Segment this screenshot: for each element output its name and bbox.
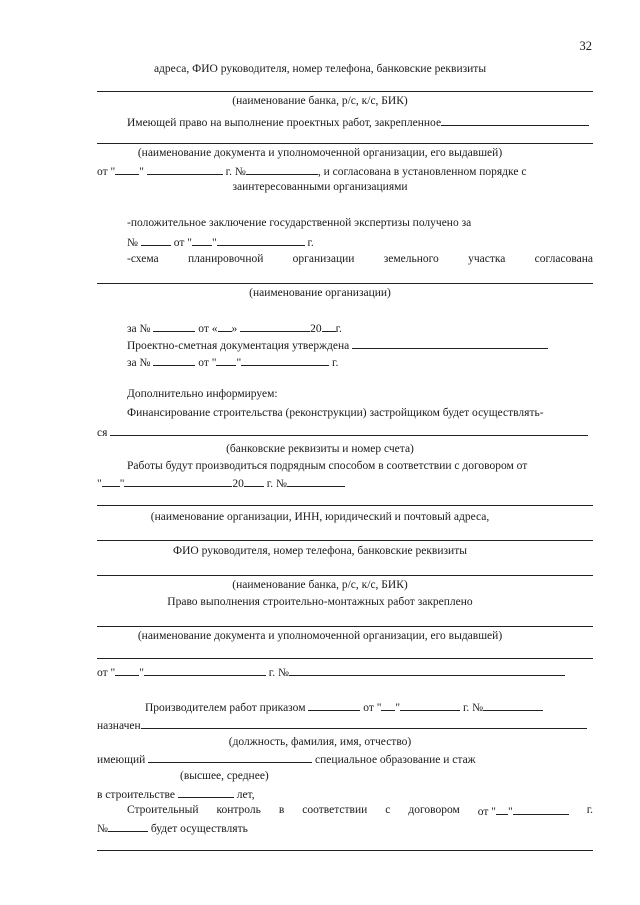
- from-label: от ": [97, 166, 116, 178]
- education-text: специальное образование и стаж: [315, 754, 476, 766]
- control-word: соответствии: [302, 804, 368, 816]
- day-field: [218, 322, 232, 332]
- day-field: [115, 666, 139, 676]
- bank-caption-2: (наименование банка, р/с, к/с, БИК): [232, 579, 408, 591]
- month-field: [240, 322, 310, 332]
- in-construction-label: в строительстве: [97, 789, 175, 801]
- control-word: Строительный: [127, 804, 199, 816]
- year-prefix: 20: [310, 323, 322, 335]
- quote: ": [491, 806, 496, 818]
- number-field: [153, 322, 195, 332]
- number-field: [289, 666, 565, 676]
- appointed-label: назначен: [97, 720, 141, 732]
- year-number-label: г. №: [266, 478, 287, 490]
- day-field: [216, 356, 236, 366]
- appointed-line: [97, 719, 587, 733]
- blank-field: [141, 719, 587, 729]
- page-number: 32: [579, 39, 592, 53]
- experience-line: [97, 788, 255, 802]
- estimate-line: [127, 339, 548, 353]
- estimate-text: Проектно-сметная документация утверждена: [127, 340, 350, 352]
- quote: ": [139, 667, 144, 679]
- education-field: [148, 753, 312, 763]
- blank-field: [352, 339, 548, 349]
- expertise-number-line: [127, 236, 314, 250]
- control-date: [478, 805, 569, 819]
- number-field: [483, 701, 543, 711]
- quote: ": [395, 702, 401, 714]
- financing-cont: ся: [97, 427, 108, 439]
- za-number-label: за №: [127, 323, 151, 335]
- number-field: [287, 477, 345, 487]
- producer-line: [145, 701, 543, 715]
- month-field: [144, 666, 266, 676]
- scheme-word: земельного: [383, 253, 439, 265]
- control-word: в: [278, 804, 285, 816]
- blank-line: [97, 575, 593, 576]
- control-word: с: [385, 804, 391, 816]
- control-number-line: [97, 822, 248, 836]
- blank-line: [97, 505, 593, 506]
- quote: ": [211, 237, 217, 249]
- quote: ": [508, 806, 513, 818]
- quote: ": [119, 478, 125, 490]
- experience-field: [178, 788, 234, 798]
- from-label: от ": [97, 667, 116, 679]
- financing-cont-line: [97, 426, 588, 440]
- org-caption: (наименование организации): [249, 287, 391, 299]
- month-field: [400, 701, 460, 711]
- quote: ": [97, 478, 102, 490]
- doc-caption-2: (наименование документа и уполномоченной организации, его выдавшей): [137, 630, 503, 642]
- quote: ": [236, 357, 242, 369]
- from-label: от «: [198, 323, 218, 335]
- blank-field: [110, 426, 588, 436]
- quote: ": [139, 166, 144, 178]
- position-caption: (должность, фамилия, имя, отчество): [228, 736, 412, 748]
- scheme-word: согласована: [534, 253, 593, 265]
- year-number-label: г. №: [225, 166, 246, 178]
- expertise-text: -положительное заключение государственной экспертизы получено за: [127, 217, 472, 229]
- blank-line: [97, 143, 593, 144]
- year-prefix: 20: [232, 478, 244, 490]
- years-label: лет,: [236, 789, 255, 801]
- control-word: контроль: [216, 804, 261, 816]
- year-number-label: г. №: [268, 667, 289, 679]
- year-field: [322, 322, 336, 332]
- design-right-text: Имеющей право на выполнение проектных работ, закрепленное: [127, 117, 442, 129]
- education-caption: (высшее, среднее): [180, 770, 269, 782]
- control-end-text: будет осуществлять: [150, 823, 248, 835]
- day-field: [115, 165, 139, 175]
- za-number-label: за №: [127, 357, 151, 369]
- scheme-line: [127, 254, 593, 266]
- number-field: [108, 822, 148, 832]
- number-field: [153, 356, 195, 366]
- month-field: [513, 805, 569, 815]
- approval-number-line: [127, 322, 342, 336]
- blank-field: [441, 116, 589, 126]
- org-details-line: адреса, ФИО руководителя, номер телефона, банковские реквизиты: [153, 63, 487, 75]
- day-field: [381, 701, 395, 711]
- scheme-word: организации: [292, 253, 355, 265]
- construction-date-line: [97, 666, 565, 680]
- year-label: г.: [586, 804, 593, 816]
- year-number-label: г. №: [463, 702, 484, 714]
- producer-text: Производителем работ приказом: [145, 702, 306, 714]
- month-field: [217, 236, 305, 246]
- from-label: от ": [198, 357, 217, 369]
- number-label: №: [127, 237, 138, 249]
- bank-account-caption: (банковские реквизиты и номер счета): [226, 443, 414, 455]
- works-text: Работы будут производиться подрядным способом в соответствии с договором от: [127, 460, 528, 472]
- additional-info: Дополнительно информируем:: [127, 388, 278, 400]
- doc-caption: (наименование документа и уполномоченной организации, его выдавшей): [137, 147, 503, 159]
- number-field: [141, 236, 171, 246]
- scheme-word: планировочной: [187, 253, 264, 265]
- construction-right: Право выполнения строительно-монтажных работ закреплено: [167, 596, 473, 608]
- month-field: [124, 477, 232, 487]
- year-label: г.: [335, 323, 342, 335]
- from-label: от ": [363, 702, 382, 714]
- number-label: №: [97, 823, 108, 835]
- day-field: [192, 236, 212, 246]
- month-field: [147, 165, 223, 175]
- year-field: [244, 477, 264, 487]
- year-label: г.: [307, 237, 314, 249]
- financing-text: Финансирование строительства (реконструкции) застройщиком будет осуществлять-: [127, 407, 544, 419]
- day-field: [496, 805, 508, 815]
- control-word: договором: [408, 804, 460, 816]
- month-field: [241, 356, 329, 366]
- blank-line: [97, 626, 593, 627]
- having-line: [97, 753, 476, 767]
- doc-date-line: [97, 165, 526, 179]
- from-label: от ": [173, 237, 192, 249]
- scheme-word: участка: [468, 253, 506, 265]
- control-line: [127, 805, 593, 819]
- works-date-line: [97, 477, 345, 491]
- scheme-word: -схема: [127, 253, 159, 265]
- blank-line: [97, 850, 593, 851]
- estimate-number-line: [127, 356, 338, 370]
- blank-line: [97, 658, 593, 659]
- control-word: от: [477, 806, 489, 818]
- fio-caption: ФИО руководителя, номер телефона, банковские реквизиты: [173, 545, 467, 557]
- order-field: [308, 701, 360, 711]
- year-label: г.: [332, 357, 339, 369]
- having-label: имеющий: [97, 754, 146, 766]
- quote: »: [231, 323, 238, 335]
- day-field: [102, 477, 120, 487]
- blank-line: [97, 91, 593, 92]
- design-right-line: [127, 116, 589, 130]
- org-inn-caption: (наименование организации, ИНН, юридический и почтовый адреса,: [150, 511, 490, 523]
- interested-orgs: заинтересованными организациями: [232, 181, 408, 193]
- blank-line: [97, 283, 593, 284]
- number-field: [246, 165, 318, 175]
- bank-caption: (наименование банка, р/с, к/с, БИК): [232, 95, 408, 107]
- blank-line: [97, 540, 593, 541]
- agreed-text: , и согласована в установленном порядке с: [317, 166, 527, 178]
